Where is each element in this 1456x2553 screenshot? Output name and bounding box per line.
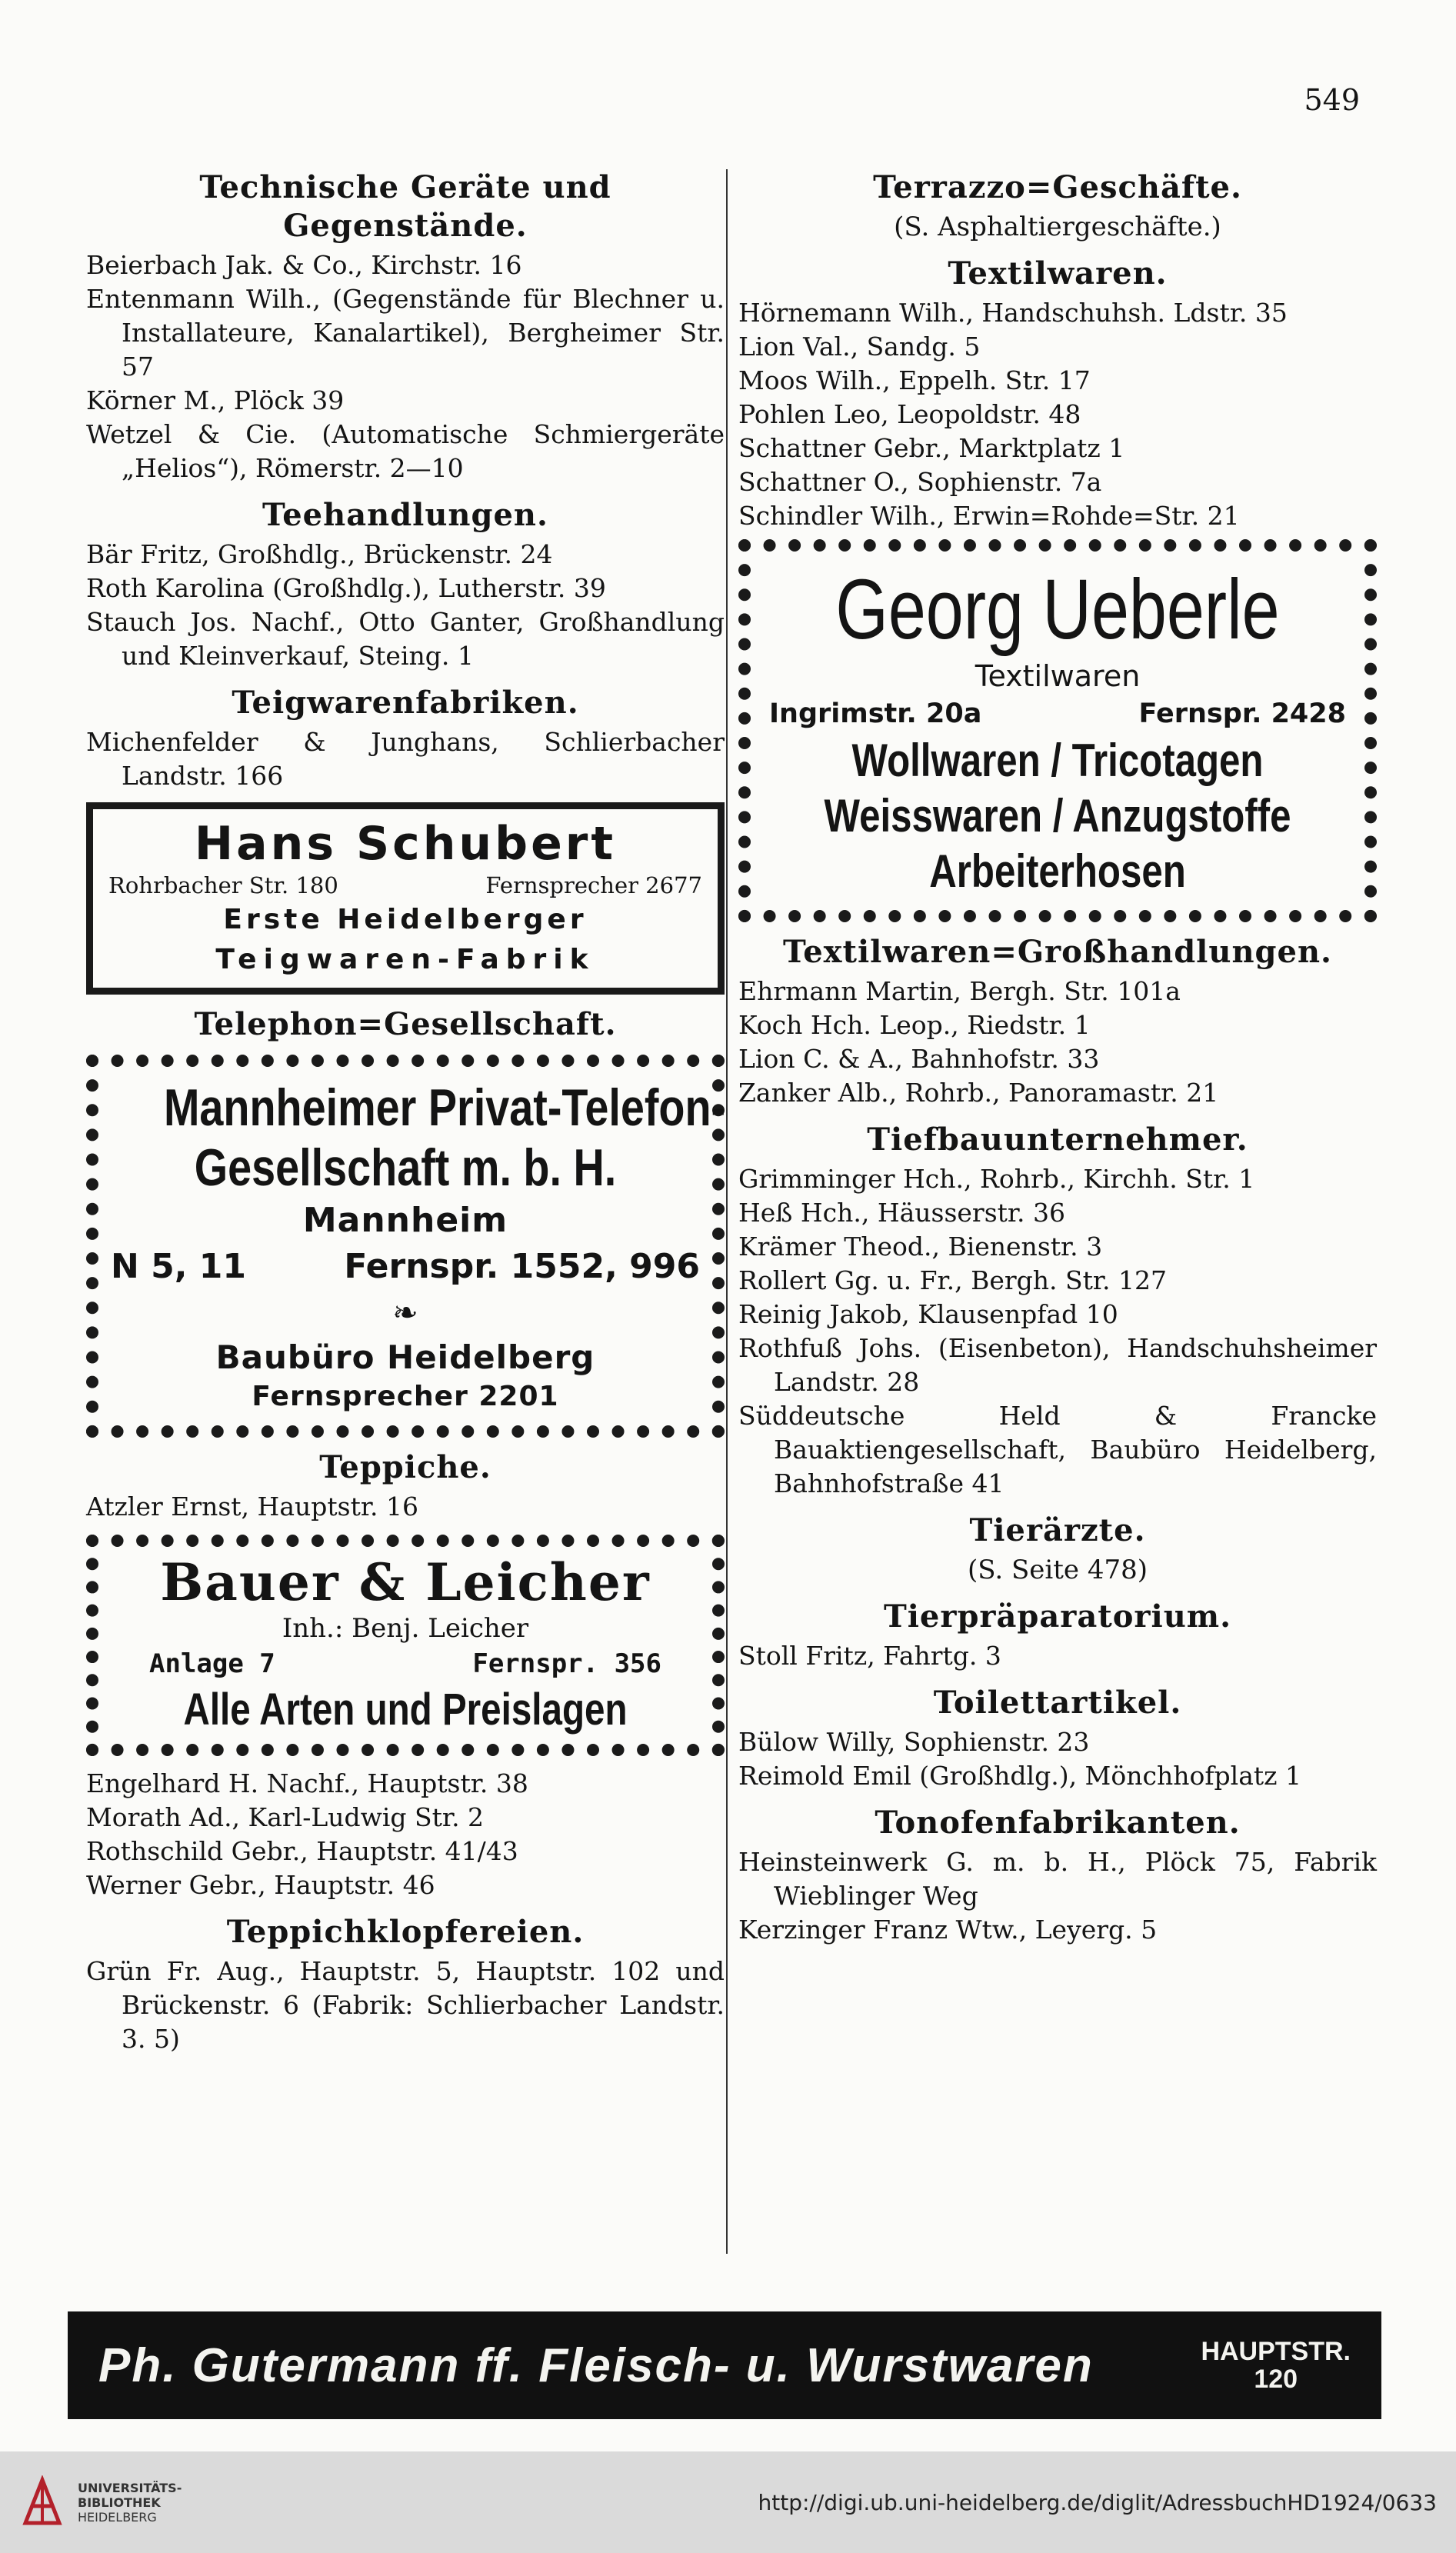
directory-section (86, 496, 725, 673)
list-item: Werner Gebr., Hauptstr. 46 (86, 1870, 435, 1900)
directory-section (738, 1804, 1377, 1947)
list-item: Körner M., Plöck 39 (86, 385, 345, 415)
ad-bauer-leicher (86, 1535, 725, 1756)
section-title: Tierpräparatorium. (883, 1598, 1232, 1635)
list-item: Morath Ad., Karl-Ludwig Str. 2 (86, 1802, 485, 1832)
ad-bauer-address: Anlage 7 (149, 1648, 275, 1679)
ad-ueberle-phone: Fernspr. 2428 (1138, 698, 1346, 729)
directory-section (738, 1511, 1377, 1587)
list-item: Süddeutsche Held & Francke Bauaktiengesellschaft, Baubüro Heidelberg, Bahnhofstraße 41 (738, 1401, 1377, 1498)
list-item: Schattner Gebr., Marktplatz 1 (738, 433, 1125, 463)
directory-section (738, 933, 1377, 1110)
list-item: Krämer Theod., Bienenstr. 3 (738, 1232, 1103, 1262)
directory-section (738, 1121, 1377, 1501)
list-item: Michenfelder & Junghans, Schlierbacher Landstr. 166 (86, 727, 725, 791)
logo-line1: UNIVERSITÄTS- (78, 2480, 182, 2495)
list-item: Schattner O., Sophienstr. 7a (738, 467, 1102, 497)
ad-ueberle-line1: Wollwaren / Tricotagen (851, 735, 1264, 786)
list-item: Roth Karolina (Großhdlg.), Lutherstr. 39 (86, 573, 606, 603)
banner-address (1201, 2338, 1351, 2393)
right-column (738, 158, 1377, 1951)
section-teppiche (86, 1448, 725, 1524)
list-item: Rothfuß Johs. (Eisenbeton), Handschuhsheimer Landstr. 28 (738, 1333, 1377, 1397)
list-item: Wetzel & Cie. (Automatische Schmiergeräte „Helios“), Römerstr. 2—10 (86, 419, 725, 483)
list-item: Pohlen Leo, Leopoldstr. 48 (738, 399, 1081, 429)
section-title: Tiefbauunternehmer. (867, 1122, 1248, 1158)
list-item: Kerzinger Franz Wtw., Leyerg. 5 (738, 1915, 1158, 1945)
section-title-terrazzo: Terrazzo=Geschäfte. (873, 169, 1242, 205)
list-item: Atzler Ernst, Hauptstr. 16 (86, 1491, 418, 1521)
ad-mannheimer-telefon (86, 1055, 725, 1438)
list-item: Rollert Gg. u. Fr., Bergh. Str. 127 (738, 1265, 1167, 1295)
library-logo[interactable] (19, 2475, 182, 2529)
list-item: Stauch Jos. Nachf., Otto Ganter, Großhandlung und Kleinverkauf, Steing. 1 (86, 607, 725, 671)
left-sections (86, 168, 725, 793)
ornament-icon: ❧ (392, 1295, 418, 1331)
ad-bauer-owner: Inh.: Benj. Leicher (282, 1613, 529, 1644)
list-item: Lion Val., Sandg. 5 (738, 332, 981, 362)
list-item: Hörnemann Wilh., Handschuhsh. Ldstr. 35 (738, 298, 1288, 328)
list-item: Rothschild Gebr., Hauptstr. 41/43 (86, 1836, 518, 1866)
ad-ueberle-address: Ingrimstr. 20a (769, 698, 982, 729)
section-title-teppiche: Teppiche. (319, 1449, 491, 1485)
section-textilwaren (738, 255, 1377, 533)
section-title: Teehandlungen. (262, 497, 548, 533)
right-sections (738, 933, 1377, 1947)
list-item: Heß Hch., Häusserstr. 36 (738, 1198, 1066, 1228)
banner-address-line1: HAUPTSTR. (1201, 2337, 1351, 2366)
banner-address-line2: 120 (1254, 2365, 1298, 2394)
list-item: Stoll Fritz, Fahrtg. 3 (738, 1641, 1001, 1671)
ad-georg-ueberle (738, 539, 1377, 922)
ad-mannheimer-phone: Fernspr. 1552, 996 (344, 1247, 700, 1286)
ad-mannheimer-office-phone: Fernsprecher 2201 (252, 1381, 559, 1412)
section-title: Teigwarenfabriken. (232, 685, 579, 721)
directory-section (738, 1598, 1377, 1673)
library-logo-icon (19, 2475, 65, 2529)
section-title-klopfereien: Teppichklopfereien. (226, 1914, 585, 1950)
section-title: Technische Geräte und Gegenstände. (199, 169, 611, 244)
list-item: Reimold Emil (Großhdlg.), Mönchhofplatz 1 (738, 1761, 1302, 1791)
section-terrazzo (738, 168, 1377, 244)
list-item: Grimminger Hch., Rohrb., Kirchh. Str. 1 (738, 1164, 1255, 1194)
list-item: Koch Hch. Leop., Riedstr. 1 (738, 1010, 1091, 1040)
section-note: (S. Seite 478) (968, 1555, 1148, 1585)
ad-mannheimer-city: Mannheim (302, 1201, 508, 1240)
ad-mannheimer-line1: Mannheimer Privat-Telefon- (163, 1078, 726, 1137)
column-divider (726, 169, 728, 2254)
ad-mannheimer-address: N 5, 11 (111, 1247, 247, 1286)
list-item: Bülow Willy, Sophienstr. 23 (738, 1727, 1090, 1757)
source-url-link[interactable]: http://digi.ub.uni-heidelberg.de/diglit/AdressbuchHD1924/0633 (758, 2489, 1437, 2515)
directory-section (86, 684, 725, 793)
section-title: Textilwaren=Großhandlungen. (783, 934, 1332, 970)
ad-schubert-line2: Teigwaren-Fabrik (215, 944, 595, 975)
page-number: 549 (1304, 83, 1360, 117)
ad-ueberle-trade: Textilwaren (975, 659, 1141, 693)
ad-ueberle-line2: Weisswaren / Anzugstoffe (824, 790, 1291, 842)
list-item: Ehrmann Martin, Bergh. Str. 101a (738, 976, 1181, 1006)
list-item: Lion C. & A., Bahnhofstr. 33 (738, 1044, 1100, 1074)
list-item: Grün Fr. Aug., Hauptstr. 5, Hauptstr. 102 und Brückenstr. 6 (Fabrik: Schlierbacher Landstr. 3. 5) (86, 1956, 725, 2054)
logo-line3: HEIDELBERG (78, 2509, 157, 2525)
list-item: Moos Wilh., Eppelh. Str. 17 (738, 365, 1091, 395)
digitization-footer (0, 2451, 1456, 2553)
section-note-terrazzo: (S. Asphaltiergeschäfte.) (894, 212, 1221, 242)
ad-schubert-address: Rohrbacher Str. 180 (108, 872, 338, 898)
list-item: Schindler Wilh., Erwin=Rohde=Str. 21 (738, 501, 1240, 531)
section-title: Tierärzte. (969, 1512, 1146, 1548)
ad-schubert-line1: Erste Heidelberger (223, 904, 588, 935)
ad-mannheimer-office: Baubüro Heidelberg (215, 1338, 595, 1376)
ad-schubert-name: Hans Schubert (194, 817, 617, 871)
left-column (86, 158, 725, 2061)
list-item: Reinig Jakob, Klausenpfad 10 (738, 1299, 1118, 1329)
ad-bauer-name: Bauer & Leicher (160, 1552, 651, 1612)
ad-ueberle-line3: Arbeiterhosen (929, 845, 1186, 897)
ad-ueberle-name: Georg Ueberle (835, 562, 1280, 657)
directory-section (86, 168, 725, 485)
section-title-textilwaren: Textilwaren. (948, 255, 1168, 292)
ad-mannheimer-line2: Gesellschaft m. b. H. (194, 1138, 617, 1197)
section-title: Toilettartikel. (933, 1685, 1182, 1721)
section-teppichklopfereien (86, 1913, 725, 2056)
advertisement-banner (68, 2311, 1381, 2419)
banner-text: Ph. Gutermann ff. Fleisch- u. Wurstwaren (98, 2338, 1094, 2392)
list-item: Entenmann Wilh., (Gegenstände für Blechner u. Installateure, Kanalartikel), Bergheimer Str. 57 (86, 284, 725, 382)
list-item: Zanker Alb., Rohrb., Panoramastr. 21 (738, 1078, 1219, 1108)
logo-line2: BIBLIOTHEK (78, 2495, 161, 2510)
section-title-telephon: Telephon=Gesellschaft. (194, 1006, 617, 1042)
list-item: Beierbach Jak. & Co., Kirchstr. 16 (86, 250, 522, 280)
directory-section (738, 1684, 1377, 1793)
ad-hans-schubert (86, 802, 725, 995)
list-item: Engelhard H. Nachf., Hauptstr. 38 (86, 1768, 528, 1798)
ad-bauer-phone: Fernspr. 356 (472, 1648, 661, 1679)
section-teppiche-continued (86, 1767, 725, 1902)
section-title: Tonofenfabrikanten. (875, 1805, 1241, 1841)
list-item: Heinsteinwerk G. m. b. H., Plöck 75, Fabrik Wieblinger Weg (738, 1847, 1377, 1911)
list-item: Bär Fritz, Großhdlg., Brückenstr. 24 (86, 539, 553, 569)
ad-schubert-phone: Fernsprecher 2677 (485, 872, 702, 898)
ad-bauer-slogan: Alle Arten und Preislagen (183, 1685, 628, 1735)
